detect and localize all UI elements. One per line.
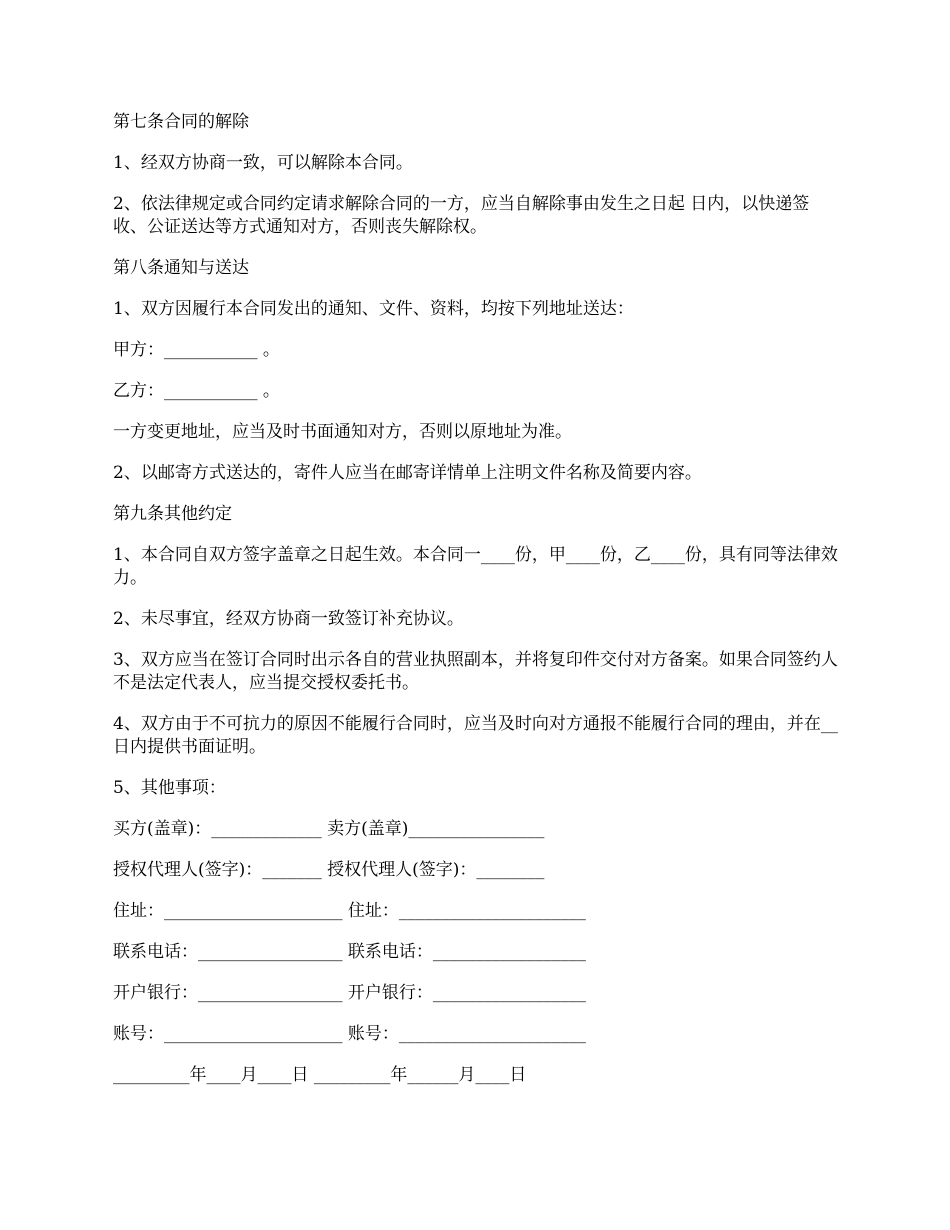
article-9-clause-4: 4、双方由于不可抗力的原因不能履行合同时，应当及时向对方通报不能履行合同的理由，并在__日内提供书面证明。 — [113, 714, 838, 757]
article-9-clause-3: 3、双方应当在签订合同时出示各自的营业执照副本，并将复印件交付对方备案。如果合同签约人不是法定代表人，应当提交授权委托书。 — [113, 650, 838, 693]
article-9-clause-5: 5、其他事项： — [113, 778, 226, 798]
signature-seal-line: 买方(盖章)：_____________ 卖方(盖章)________________ — [113, 819, 545, 839]
article-8-heading: 第八条通知与送达 — [113, 258, 249, 278]
signature-date-line: _________年____月____日 _________年______月____日 — [113, 1065, 527, 1085]
article-9-clause-1: 1、本合同自双方签字盖章之日起生效。本合同一____份，甲____份，乙____份，具有同等法律效力。 — [113, 545, 838, 588]
signature-bank-line: 开户银行：_________________ 开户银行：__________________ — [113, 983, 586, 1003]
signature-phone-line: 联系电话：_________________ 联系电话：__________________ — [113, 942, 586, 962]
party-a-address: 甲方：___________ 。 — [113, 340, 280, 360]
article-7-clause-1: 1、经双方协商一致，可以解除本合同。 — [113, 153, 413, 173]
article-9-clause-2: 2、未尽事宜，经双方协商一致签订补充协议。 — [113, 609, 464, 629]
signature-agent-line: 授权代理人(签字)：_______ 授权代理人(签字)：________ — [113, 860, 545, 880]
party-b-address: 乙方：___________ 。 — [113, 381, 280, 401]
article-9-heading: 第九条其他约定 — [113, 504, 232, 524]
signature-account-line: 账号：_____________________ 账号：______________________ — [113, 1024, 586, 1044]
article-7-heading: 第七条合同的解除 — [113, 112, 249, 132]
article-8-clause-1: 1、双方因履行本合同发出的通知、文件、资料，均按下列地址送达： — [113, 299, 634, 319]
article-8-clause-2: 2、以邮寄方式送达的，寄件人应当在邮寄详情单上注明文件名称及简要内容。 — [113, 463, 702, 483]
signature-address-line: 住址：_____________________ 住址：______________________ — [113, 901, 586, 921]
address-change-note: 一方变更地址，应当及时书面通知对方，否则以原地址为准。 — [113, 422, 572, 442]
document-body — [113, 111, 840, 1105]
article-7-clause-2: 2、依法律规定或合同约定请求解除合同的一方，应当自解除事由发生之日起 日内，以快递签收、公证送达等方式通知对方，否则丧失解除权。 — [113, 194, 810, 237]
